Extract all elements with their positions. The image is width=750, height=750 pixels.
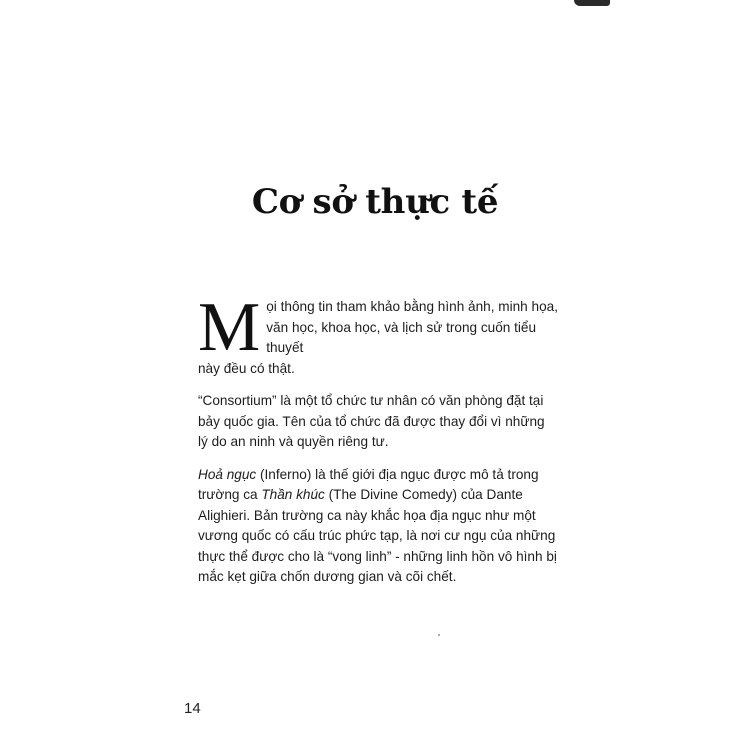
intro-line: này đều có thật. (198, 360, 295, 376)
title-inferno: Hoả ngục (198, 466, 257, 482)
chapter-title: Cơ sở thực tế (251, 182, 499, 222)
paragraph-consortium: “Consortium” là một tổ chức tư nhân có văn phòng đặt tại bảy quốc gia. Tên của tổ chức đã được thay đổi vì những lý do an ninh và quyền riêng tư. (198, 393, 545, 449)
intro-line: ọi thông tin tham khảo bằng hình ảnh, minh họa, (266, 299, 558, 314)
intro-line: văn học, khoa học, và lịch sử trong cuốn tiểu thuyết (266, 319, 537, 355)
title-divine-comedy: Thần khúc (261, 487, 325, 502)
page-number: 14 (184, 700, 201, 717)
paragraph-text: (The Divine Comedy) của Dante Alighieri. Bản trường ca này khắc họa địa ngục như một vương quốc có cấu trúc phức tạp, là nơi cư ngụ của những thực thể được cho là “vong linh” - những linh hồn vô hình bị mắc kẹt giữa chốn dương gian và cõi chết. (198, 487, 557, 584)
body-text (198, 289, 558, 600)
scan-speck (438, 634, 440, 636)
paragraph-inferno (198, 465, 558, 588)
scan-artifact (574, 0, 610, 6)
drop-cap: M (198, 289, 261, 366)
paragraph-intro (198, 289, 558, 379)
paragraph-text: (Inferno) là thế giới địa ngục được mô tả trong trường ca (198, 466, 539, 502)
